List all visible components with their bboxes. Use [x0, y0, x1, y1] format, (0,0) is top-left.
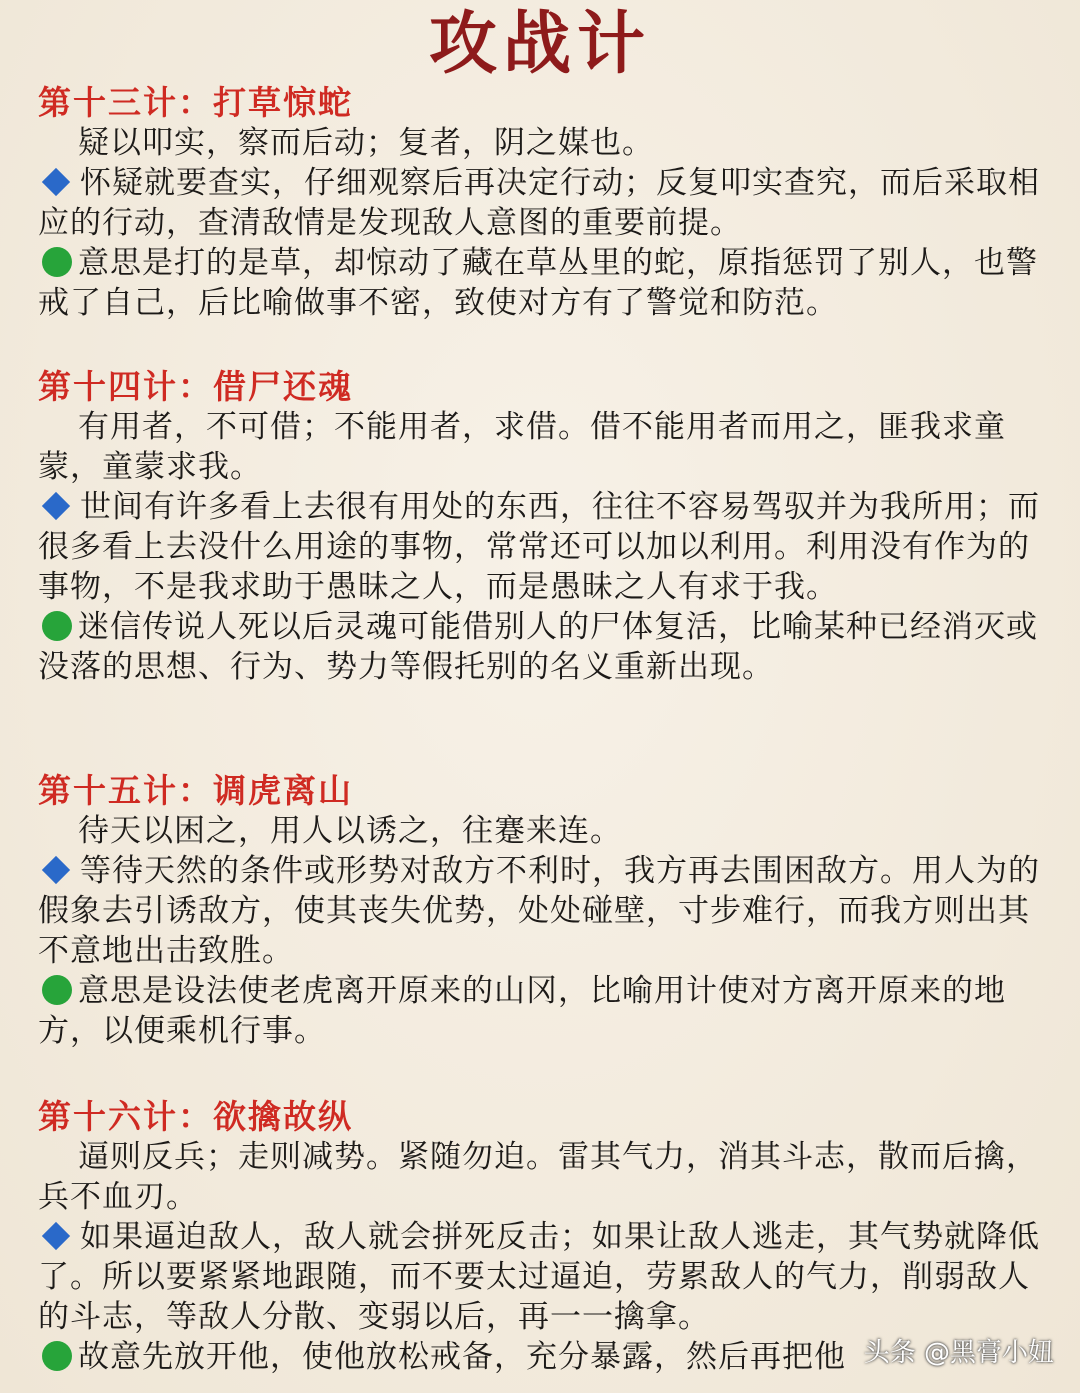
green-circle-icon [42, 247, 72, 277]
section-explanation [38, 163, 1042, 243]
section-quote: 逼则反兵；走则减势。紧随勿迫。雷其气力，消其斗志，散而后擒，兵不血刃。 [38, 1139, 1038, 1215]
page-title: 攻战计 [428, 4, 651, 84]
section-meaning [38, 971, 1042, 1051]
stratagem-section-14 [38, 367, 1042, 687]
meaning-text: 故意先放开他，使他放松戒备，充分暴露，然后再把他 [78, 1339, 846, 1375]
section-meaning [38, 607, 1042, 687]
meaning-text: 意思是打的是草，却惊动了藏在草丛里的蛇，原指惩罚了别人，也警戒了自己，后比喻做事不密，致使对方有了警觉和防范。 [38, 245, 1038, 321]
green-circle-icon [42, 611, 72, 641]
green-circle-icon [42, 1341, 72, 1371]
section-heading: 第十六计：欲擒故纵 [38, 1097, 353, 1136]
section-explanation [38, 487, 1042, 607]
explanation-text: 等待天然的条件或形势对敌方不利时，我方再去围困敌方。用人为的假象去引诱敌方，使其丧失优势，处处碰壁，寸步难行，而我方则出其不意地出击致胜。 [38, 853, 1040, 969]
stratagem-section-13 [38, 83, 1042, 323]
watermark: 头条 @黑膏小妞 [863, 1338, 1054, 1368]
green-circle-icon [42, 975, 72, 1005]
stratagem-section-15 [38, 771, 1042, 1051]
section-meaning [38, 243, 1042, 323]
section-quote: 疑以叩实，察而后动；复者，阴之媒也。 [78, 125, 654, 161]
meaning-text: 迷信传说人死以后灵魂可能借别人的尸体复活，比喻某种已经消灭或没落的思想、行为、势力等假托别的名义重新出现。 [38, 609, 1038, 685]
explanation-text: 世间有许多看上去很有用处的东西，往往不容易驾驭并为我所用；而很多看上去没什么用途的事物，常常还可以加以利用。利用没有作为的事物，不是我求助于愚昧之人，而是愚昧之人有求于我。 [38, 489, 1040, 605]
section-quote: 有用者，不可借；不能用者，求借。借不能用者而用之，匪我求童蒙，童蒙求我。 [38, 409, 1006, 485]
blue-diamond-icon [42, 167, 70, 195]
section-heading: 第十三计：打草惊蛇 [38, 83, 353, 122]
explanation-text: 如果逼迫敌人，敌人就会拼死反击；如果让敌人逃走，其气势就降低了。所以要紧紧地跟随，而不要太过逼迫，劳累敌人的气力，削弱敌人的斗志，等敌人分散、变弱以后，再一一擒拿。 [38, 1219, 1040, 1335]
section-quote: 待天以困之，用人以诱之，往蹇来连。 [78, 813, 622, 849]
section-explanation [38, 851, 1042, 971]
section-heading: 第十四计：借尸还魂 [38, 367, 353, 406]
blue-diamond-icon [42, 1221, 70, 1249]
blue-diamond-icon [42, 855, 70, 883]
blue-diamond-icon [42, 491, 70, 519]
explanation-text: 怀疑就要查实，仔细观察后再决定行动；反复叩实查究，而后采取相应的行动，查清敌情是发现敌人意图的重要前提。 [38, 165, 1040, 241]
section-heading: 第十五计：调虎离山 [38, 771, 353, 810]
meaning-text: 意思是设法使老虎离开原来的山冈，比喻用计使对方离开原来的地方，以便乘机行事。 [38, 973, 1006, 1049]
stratagem-section-16 [38, 1097, 1042, 1377]
section-explanation [38, 1217, 1042, 1337]
